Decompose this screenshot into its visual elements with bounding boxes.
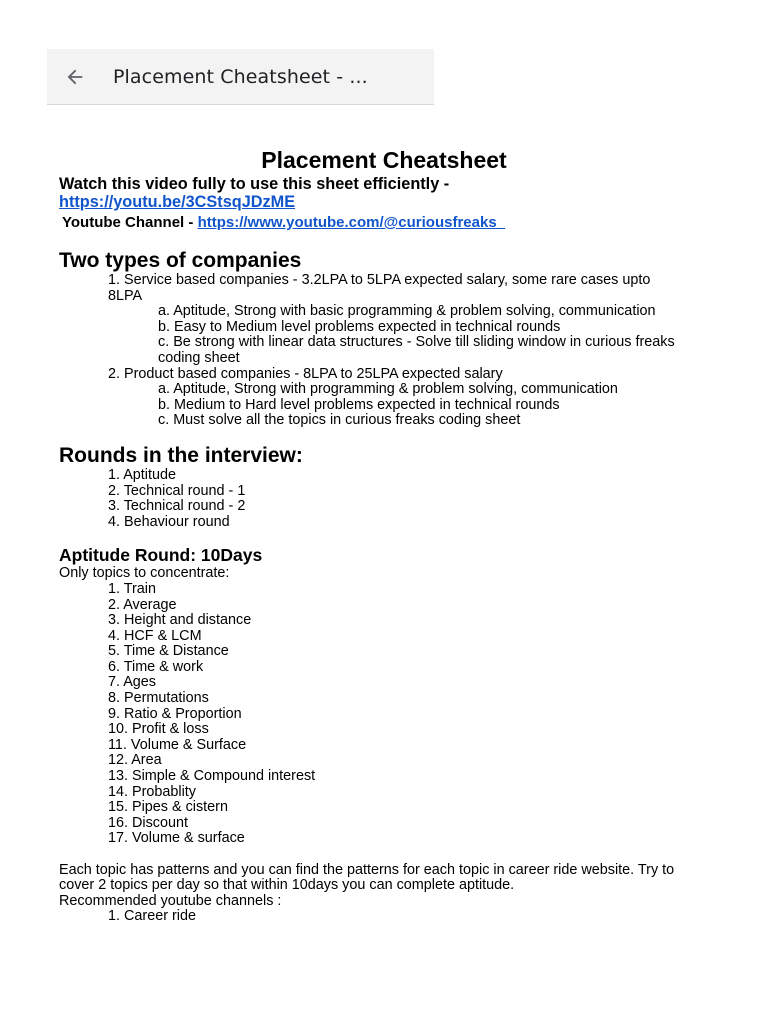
video-link[interactable]: https://youtu.be/3CStsqJDzME [59, 193, 296, 211]
watch-instruction: Watch this video fully to use this sheet efficiently - [59, 175, 450, 193]
channel-line [62, 213, 719, 232]
list-item: 11. Volume & Surface [108, 736, 247, 753]
companies-heading: Two types of companies [59, 249, 302, 272]
list-item: 2. Technical round - 1 [108, 482, 246, 499]
list-item: 3. Technical round - 2 [108, 498, 246, 515]
recommended-channels-label: Recommended youtube channels : [59, 892, 282, 909]
list-item: 2. Average [108, 596, 177, 613]
product-sub-b: b. Medium to Hard level problems expected in technical rounds [158, 396, 560, 413]
product-sub-c: c. Must solve all the topics in curious freaks coding sheet [158, 412, 521, 429]
list-item: 1. Train [108, 580, 156, 597]
list-item: 8. Permutations [108, 690, 209, 707]
list-item: 4. Behaviour round [108, 513, 230, 530]
aptitude-heading: Aptitude Round: 10Days [59, 545, 263, 566]
list-item: 13. Simple & Compound interest [108, 768, 316, 785]
service-sub-c-cont: coding sheet [158, 349, 240, 366]
list-item: 15. Pipes & cistern [108, 799, 228, 816]
list-item: 1. Aptitude [108, 466, 177, 483]
service-companies-item-cont: 8LPA [108, 287, 143, 304]
service-companies-item: 1. Service based companies - 3.2LPA to 5LPA expected salary, some rare cases upto [108, 272, 651, 288]
channel-label: Youtube Channel - [62, 214, 198, 231]
back-button[interactable] [47, 49, 103, 105]
page-title: Placement Cheatsheet [261, 147, 507, 173]
aptitude-paragraph-line1: Each topic has patterns and you can find the patterns for each topic in career ride website. Try to [59, 861, 675, 878]
product-companies-item: 2. Product based companies - 8LPA to 25LPA expected salary [108, 365, 503, 382]
document-title-bar: Placement Cheatsheet - ... [113, 65, 368, 88]
rounds-list [59, 468, 719, 530]
service-sub-c: c. Be strong with linear data structures - Solve till sliding window in curious freaks [158, 334, 675, 351]
list-item: 1. Career ride [108, 908, 196, 925]
list-item: 17. Volume & surface [108, 830, 245, 847]
spacer [59, 847, 719, 863]
service-sub-b: b. Easy to Medium level problems expected in technical rounds [158, 318, 561, 335]
aptitude-intro: Only topics to concentrate: [59, 565, 230, 582]
list-item: 12. Area [108, 752, 162, 769]
list-item: 4. HCF & LCM [108, 627, 202, 644]
service-sub-a: a. Aptitude, Strong with basic programming & problem solving, communication [158, 303, 656, 320]
channel-link[interactable]: https://www.youtube.com/@curiousfreaks_ [197, 214, 506, 231]
document-body [59, 146, 719, 925]
list-item: 7. Ages [108, 674, 157, 691]
rounds-heading: Rounds in the interview: [59, 443, 303, 467]
list-item: 14. Probablity [108, 783, 196, 800]
list-item: 9. Ratio & Proportion [108, 705, 242, 722]
list-item: 5. Time & Distance [108, 643, 229, 660]
aptitude-paragraph-line2: cover 2 topics per day so that within 10days you can complete aptitude. [59, 877, 515, 894]
aptitude-topics-list [59, 582, 719, 847]
list-item: 10. Profit & loss [108, 721, 209, 738]
list-item: 6. Time & work [108, 658, 204, 675]
arrow-left-icon [64, 66, 86, 88]
list-item: 3. Height and distance [108, 612, 252, 629]
product-sub-a: a. Aptitude, Strong with programming & problem solving, communication [158, 381, 618, 398]
list-item: 16. Discount [108, 814, 188, 831]
app-header [47, 49, 434, 105]
